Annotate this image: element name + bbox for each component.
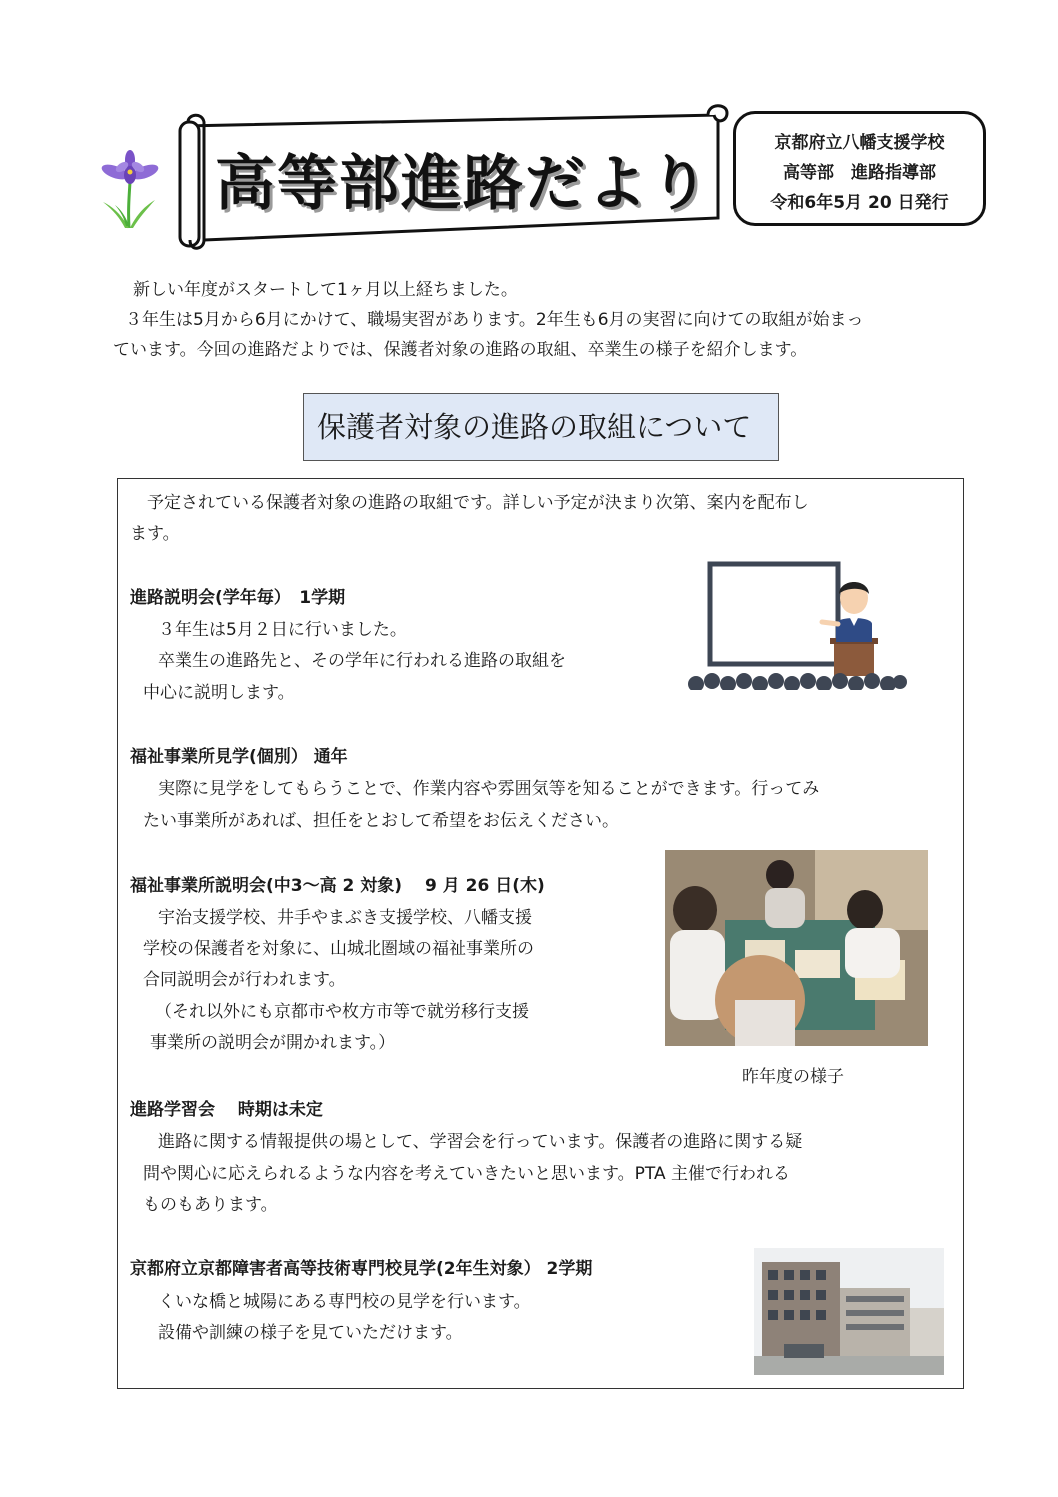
item-line: 進路に関する情報提供の場として、学習会を行っています。保護者の進路に関する疑 — [158, 1132, 803, 1152]
iris-flower-icon — [95, 148, 165, 230]
item-line: たい事業所があれば、担任をとおして希望をお伝えください。 — [143, 811, 619, 831]
item-heading-facility-briefing: 福祉事業所説明会(中3～高 2 対象) 9 月 26 日(木) — [130, 876, 545, 896]
item-line: くいな橋と城陽にある専門校の見学を行います。 — [158, 1292, 531, 1312]
item-heading-career-briefing: 進路説明会(学年毎） 1学期 — [130, 588, 346, 608]
lead-line: ます。 — [130, 524, 180, 544]
intro-line: 新しい年度がスタートして1ヶ月以上経ちました。 — [133, 280, 518, 300]
intro-line: ３年生は5月から6月にかけて、職場実習があります。2年生も6月の実習に向けての取組が始まっ — [125, 310, 864, 330]
section-heading: 保護者対象の進路の取組について — [303, 393, 779, 461]
intro-paragraph — [113, 275, 973, 365]
item-line: 問や関心に応えられるような内容を考えていきたいと思います。PTA 主催で行われる — [143, 1164, 790, 1184]
lead-line: 予定されている保護者対象の進路の取組です。詳しい予定が決まり次第、案内を配布し — [147, 493, 809, 513]
item-line: 学校の保護者を対象に、山城北圏域の福祉事業所の — [143, 939, 534, 959]
item-line: 卒業生の進路先と、その学年に行われる進路の取組を — [158, 651, 566, 671]
item-line: 実際に見学をしてもらうことで、作業内容や雰囲気等を知ることができます。行ってみ — [158, 779, 820, 799]
intro-line: ています。今回の進路だよりでは、保護者対象の進路の取組、卒業生の様子を紹介します。 — [113, 340, 808, 360]
issuer-department: 高等部 進路指導部 — [783, 163, 936, 183]
photo-caption: 昨年度の様子 — [742, 1067, 844, 1087]
vocational-school-building-photo — [754, 1248, 944, 1375]
item-line: 合同説明会が行われます。 — [143, 970, 346, 990]
issuer-box — [733, 111, 986, 226]
item-heading-vocational-school-visit: 京都府立京都障害者高等技術専門校見学(2年生対象） 2学期 — [130, 1259, 593, 1279]
item-line: ３年生は5月２日に行いました。 — [158, 620, 407, 640]
item-line: （それ以外にも京都市や枚方市等で就労移行支援 — [155, 1002, 529, 1022]
briefing-event-photo — [665, 850, 928, 1046]
item-line: 宇治支援学校、井手やまぶき支援学校、八幡支援 — [158, 908, 532, 928]
item-line: 設備や訓練の様子を見ていただけます。 — [158, 1323, 463, 1343]
newsletter-title: 高等部進路だより — [215, 149, 711, 219]
issuer-school: 京都府立八幡支援学校 — [774, 133, 945, 153]
item-line: ものもあります。 — [143, 1195, 278, 1215]
issue-date: 令和6年5月 20 日発行 — [770, 193, 949, 213]
item-heading-study-session: 進路学習会 時期は未定 — [130, 1100, 323, 1120]
presentation-illustration — [686, 560, 908, 690]
item-line: 中心に説明します。 — [143, 683, 295, 703]
item-heading-facility-visit: 福祉事業所見学(個別） 通年 — [130, 747, 348, 767]
item-line: 事業所の説明会が開かれます。） — [150, 1033, 396, 1053]
